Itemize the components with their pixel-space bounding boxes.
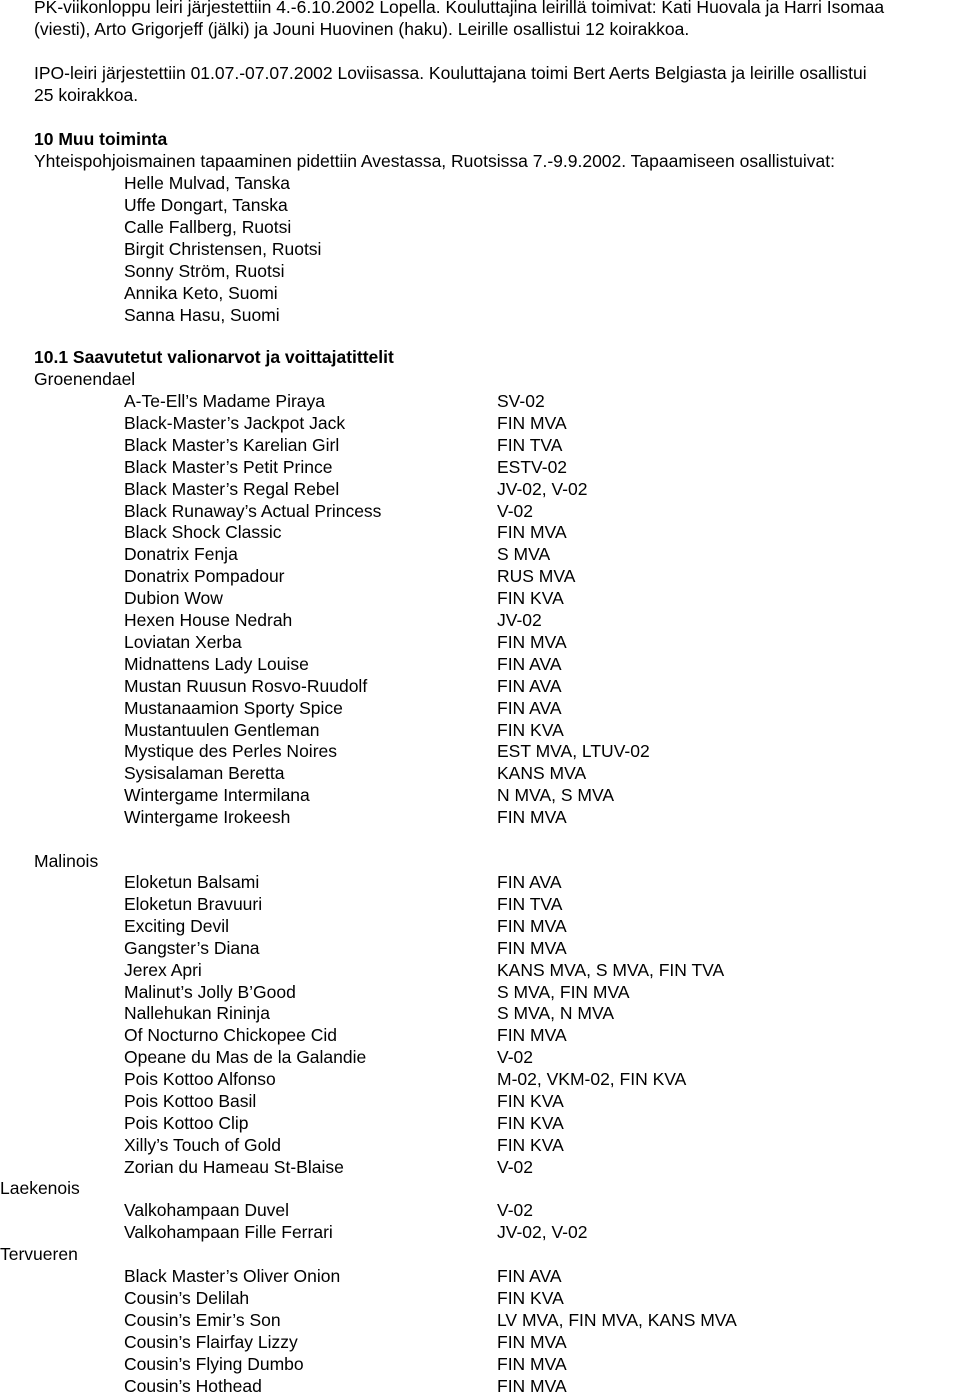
dog-row	[124, 1199, 924, 1221]
participant: Helle Mulvad, Tanska	[124, 173, 291, 193]
participant: Birgit Christensen, Ruotsi	[124, 239, 322, 259]
dog-name: Black Shock Classic	[124, 522, 282, 543]
dog-titles: FIN AVA	[497, 872, 562, 892]
dog-titles: FIN MVA	[497, 631, 567, 652]
dog-name: Black Master’s Regal Rebel	[124, 478, 340, 499]
dog-row	[124, 1265, 924, 1287]
dog-name: Donatrix Fenja	[124, 544, 238, 565]
dog-row	[124, 762, 924, 784]
dog-row	[124, 1046, 924, 1068]
dog-row	[124, 1068, 924, 1090]
dog-name: Cousin’s Hothead	[124, 1375, 262, 1396]
dog-name: Mustan Ruusun Rosvo-Ruudolf	[124, 675, 368, 696]
intro-line-3: IPO-leiri järjestettiin 01.07.-07.07.2002 Loviisassa. Kouluttajana toimi Bert Aerts Belgiasta ja leirille osallistui	[34, 63, 867, 83]
group-label: Groenendael	[34, 369, 136, 389]
dog-titles: ESTV-02	[497, 456, 568, 477]
dog-name: Xilly’s Touch of Gold	[124, 1134, 281, 1155]
dog-row	[124, 434, 924, 456]
dog-titles: FIN MVA	[497, 1025, 567, 1046]
dog-row	[124, 500, 924, 522]
participant: Calle Fallberg, Ruotsi	[124, 217, 292, 237]
dog-row	[124, 740, 924, 762]
dog-name: Hexen House Nedrah	[124, 610, 293, 630]
dog-name: Wintergame Irokeesh	[124, 807, 291, 828]
dog-name: Valkohampaan Duvel	[124, 1200, 290, 1220]
dog-titles: FIN MVA	[497, 1331, 567, 1352]
dog-titles: FIN AVA	[497, 653, 562, 674]
dog-name: Black-Master’s Jackpot Jack	[124, 412, 346, 433]
dog-name: Malinut’s Jolly B’Good	[124, 981, 296, 1002]
dog-titles: LV MVA, FIN MVA, KANS MVA	[497, 1309, 737, 1330]
dog-name: Cousin’s Flairfay Lizzy	[124, 1331, 298, 1352]
dog-name: Eloketun Balsami	[124, 872, 260, 892]
dog-name: Pois Kottoo Basil	[124, 1091, 257, 1111]
dog-row	[124, 1221, 924, 1243]
section-10-text: Yhteispohjoismainen tapaaminen pidettiin Avestassa, Ruotsissa 7.-9.9.2002. Tapaamiseen osallistuivat:	[34, 151, 835, 171]
participant: Sanna Hasu, Suomi	[124, 305, 280, 325]
participant: Annika Keto, Suomi	[124, 283, 278, 303]
dog-name: Mustantuulen Gentleman	[124, 719, 320, 740]
dog-titles: V-02	[497, 500, 533, 521]
dog-row	[124, 565, 924, 587]
dog-name: Black Master’s Oliver Onion	[124, 1266, 341, 1286]
dog-row	[124, 412, 924, 434]
dog-row	[124, 653, 924, 675]
dog-titles: V-02	[497, 1156, 533, 1177]
dog-name: Loviatan Xerba	[124, 631, 242, 652]
dog-titles: FIN MVA	[497, 1375, 567, 1396]
dog-row	[124, 543, 924, 565]
dog-titles: FIN KVA	[497, 1112, 564, 1133]
dog-name: Black Runaway’s Actual Princess	[124, 500, 382, 521]
dog-titles: FIN KVA	[497, 1091, 564, 1111]
dog-row	[124, 871, 924, 893]
dog-name: Cousin’s Emir’s Son	[124, 1309, 281, 1330]
dog-titles: FIN TVA	[497, 893, 563, 914]
dog-name: Sysisalaman Beretta	[124, 763, 285, 784]
dog-titles: FIN MVA	[497, 915, 567, 936]
dog-titles: KANS MVA, S MVA, FIN TVA	[497, 959, 725, 980]
dog-row	[124, 390, 924, 412]
dog-name: Cousin’s Delilah	[124, 1287, 250, 1308]
dog-row	[124, 915, 924, 937]
dog-row	[124, 609, 924, 631]
dog-titles: FIN MVA	[497, 1353, 567, 1374]
dog-titles: V-02	[497, 1200, 533, 1220]
dog-titles: FIN AVA	[497, 1266, 562, 1286]
dog-row	[124, 959, 924, 981]
dog-titles: FIN KVA	[497, 1134, 564, 1155]
dog-name: Jerex Apri	[124, 959, 202, 980]
group-label: Tervueren	[0, 1244, 78, 1264]
dog-titles: FIN MVA	[497, 522, 567, 543]
dog-name: Midnattens Lady Louise	[124, 653, 309, 674]
dog-name: Opeane du Mas de la Galandie	[124, 1047, 367, 1068]
dog-row	[124, 981, 924, 1003]
section-10-heading: 10 Muu toiminta	[34, 129, 168, 149]
section-10-1-heading: 10.1 Saavutetut valionarvot ja voittajatittelit	[34, 347, 394, 367]
dog-row	[124, 806, 924, 828]
dog-name: Valkohampaan Fille Ferrari	[124, 1221, 333, 1242]
dog-name: Nallehukan Rininja	[124, 1003, 270, 1024]
dog-row	[124, 1331, 924, 1353]
dog-row	[124, 1375, 924, 1397]
dog-titles: M-02, VKM-02, FIN KVA	[497, 1069, 687, 1090]
dog-name: Exciting Devil	[124, 915, 230, 936]
dog-titles: S MVA, N MVA	[497, 1003, 615, 1024]
dog-name: Zorian du Hameau St-Blaise	[124, 1156, 344, 1177]
dog-row	[124, 1353, 924, 1375]
dog-row	[124, 1090, 924, 1112]
dog-titles: RUS MVA	[497, 566, 576, 587]
dog-titles: N MVA, S MVA	[497, 785, 615, 806]
participant: Uffe Dongart, Tanska	[124, 195, 288, 215]
dog-row	[124, 1309, 924, 1331]
dog-name: Wintergame Intermilana	[124, 785, 310, 806]
dog-row	[124, 456, 924, 478]
dog-row	[124, 1002, 924, 1024]
group-label: Laekenois	[0, 1178, 80, 1198]
dog-titles: KANS MVA	[497, 763, 587, 784]
dog-name: Dubion Wow	[124, 588, 223, 609]
dog-row	[124, 1134, 924, 1156]
dog-titles: FIN KVA	[497, 588, 564, 609]
dog-row	[124, 675, 924, 697]
dog-titles: EST MVA, LTUV-02	[497, 741, 650, 762]
dog-titles: FIN KVA	[497, 1287, 564, 1308]
dog-titles: FIN MVA	[497, 807, 567, 828]
dog-titles: V-02	[497, 1047, 533, 1068]
dog-titles: JV-02, V-02	[497, 1221, 588, 1242]
intro-line-4: 25 koirakkoa.	[34, 85, 139, 105]
dog-name: Cousin’s Flying Dumbo	[124, 1353, 304, 1374]
dog-name: Pois Kottoo Clip	[124, 1112, 249, 1133]
dog-row	[124, 1287, 924, 1309]
participant: Sonny Ström, Ruotsi	[124, 261, 285, 281]
dog-titles: JV-02	[497, 610, 542, 630]
group-label: Malinois	[34, 851, 99, 871]
dog-row	[124, 478, 924, 500]
dog-row	[124, 784, 924, 806]
dog-name: Donatrix Pompadour	[124, 566, 285, 587]
dog-row	[124, 587, 924, 609]
dog-row	[124, 1024, 924, 1046]
dog-titles: FIN MVA	[497, 937, 567, 958]
dog-row	[124, 1156, 924, 1178]
dog-name: Gangster’s Diana	[124, 937, 260, 958]
dog-titles: S MVA	[497, 544, 551, 565]
dog-titles: FIN MVA	[497, 412, 567, 433]
dog-titles: FIN AVA	[497, 697, 562, 718]
dog-titles: SV-02	[497, 391, 545, 411]
intro-line-2: (viesti), Arto Grigorjeff (jälki) ja Jouni Huovinen (haku). Leirille osallistui 12 koirakkoa.	[34, 19, 690, 39]
dog-row	[124, 719, 924, 741]
dog-row	[124, 521, 924, 543]
dog-titles: FIN AVA	[497, 675, 562, 696]
intro-line-1: PK-viikonloppu leiri järjestettiin 4.-6.10.2002 Lopella. Kouluttajina leirillä toimivat: Kati Huovala ja Harri Isomaa	[34, 0, 885, 17]
dog-row	[124, 631, 924, 653]
dog-name: Black Master’s Petit Prince	[124, 456, 333, 477]
dog-titles: S MVA, FIN MVA	[497, 981, 630, 1002]
dog-name: Mystique des Perles Noires	[124, 741, 337, 762]
dog-name: Mustanaamion Sporty Spice	[124, 697, 343, 718]
dog-name: Black Master’s Karelian Girl	[124, 434, 340, 455]
dog-row	[124, 893, 924, 915]
dog-titles: FIN TVA	[497, 434, 563, 455]
dog-name: Pois Kottoo Alfonso	[124, 1069, 276, 1090]
dog-titles: FIN KVA	[497, 719, 564, 740]
dog-row	[124, 697, 924, 719]
dog-name: Eloketun Bravuuri	[124, 893, 263, 914]
dog-row	[124, 937, 924, 959]
dog-name: Of Nocturno Chickopee Cid	[124, 1025, 338, 1046]
dog-titles: JV-02, V-02	[497, 478, 588, 499]
dog-row	[124, 1112, 924, 1134]
dog-name: A-Te-Ell’s Madame Piraya	[124, 391, 325, 411]
